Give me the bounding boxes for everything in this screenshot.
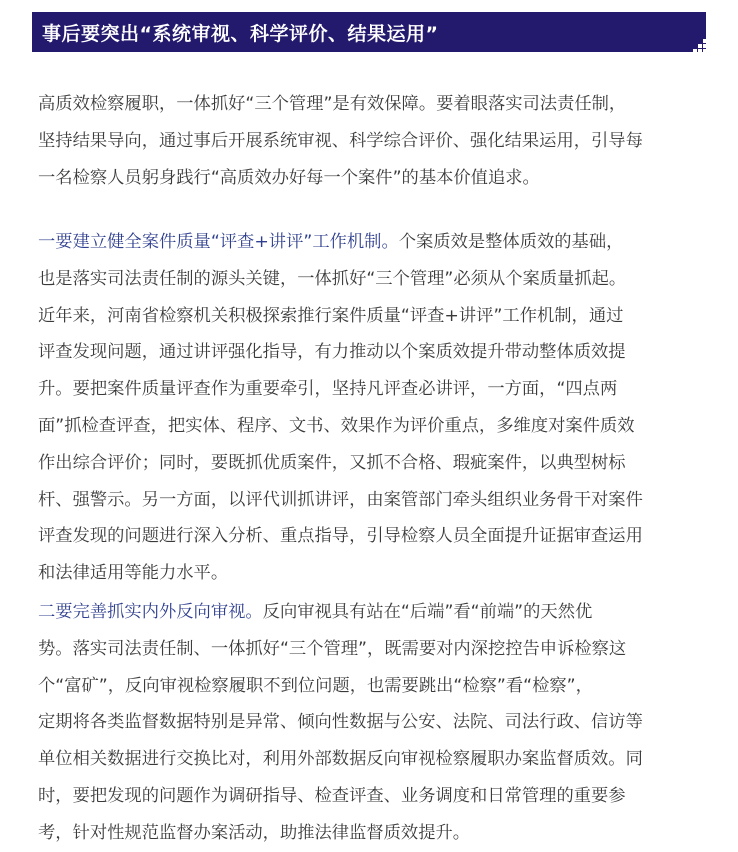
text-line: 和法律适用等能力水平。 (38, 563, 229, 584)
paragraph-lead-heading: 二要完善抓实内外反向审视。 (38, 602, 263, 622)
paragraph-review-mechanism (38, 224, 702, 592)
section-header-bar (32, 12, 706, 52)
text-line: 评查发现的问题进行深入分析、重点指导，引导检察人员全面提升证据审查运用 (38, 526, 643, 547)
text-line: 杆、强警示。另一方面，以评代训抓讲评，由案管部门牵头组织业务骨干对案件 (38, 489, 643, 510)
text-line: 个“富矿”，反向审视检察履职不到位问题，也需要跳出“检察”看“检察”， (38, 675, 593, 696)
text-line (38, 594, 702, 631)
text-line: 评查发现问题，通过讲评强化指导，有力推动以个案质效提升带动整体质效提 (38, 342, 626, 363)
text-line: 近年来，河南省检察机关积极探索推行案件质量“评查+讲评”工作机制，通过 (38, 305, 624, 326)
text-line: 势。落实司法责任制、一体抓好“三个管理”，既需要对内深挖控告申诉检察这 (38, 638, 627, 659)
corner-dots-icon (693, 39, 707, 53)
text-line: 作出综合评价；同时，要既抓优质案件，又抓不合格、瑕疵案件，以典型树标 (38, 452, 626, 473)
text-line: 考，针对性规范监督办案活动，助推法律监督质效提升。 (38, 822, 471, 843)
text-line: 升。要把案件质量评查作为重要牵引，坚持凡评查必讲评，一方面，“四点两 (38, 379, 618, 400)
text-line: 时，要把发现的问题作为调研指导、检查评查、业务调度和日常管理的重要参 (38, 785, 626, 806)
text-line: 也是落实司法责任制的源头关键，一体抓好“三个管理”必须从个案质量抓起。 (38, 268, 627, 289)
text-line: 坚持结果导向，通过事后开展系统审视、科学综合评价、强化结果运用，引导每 (38, 130, 643, 151)
text-line: 单位相关数据进行交换比对，利用外部数据反向审视检察履职办案监督质效。同 (38, 749, 643, 770)
text-segment: 反向审视具有站在“后端”看“前端”的天然优 (262, 602, 593, 622)
paragraph-lead-heading: 一要建立健全案件质量“评查+讲评”工作机制。 (38, 232, 399, 252)
text-line: 高质效检察履职，一体抓好“三个管理”是有效保障。要着眼落实司法责任制， (38, 94, 627, 114)
text-line: 定期将各类监督数据特别是异常、倾向性数据与公安、法院、司法行政、信访等 (38, 712, 643, 733)
paragraph-intro (38, 86, 702, 196)
text-line: 面”抓检查评查，把实体、程序、文书、效果作为评价重点，多维度对案件质效 (38, 415, 635, 436)
text-segment: 个案质效是整体质效的基础， (398, 232, 624, 252)
paragraph-reverse-review (38, 594, 702, 852)
section-title: 事后要突出“系统审视、科学评价、结果运用” (42, 22, 439, 45)
text-line (38, 224, 702, 261)
text-line: 一名检察人员躬身践行“高质效办好每一个案件”的基本价值追求。 (38, 167, 540, 188)
